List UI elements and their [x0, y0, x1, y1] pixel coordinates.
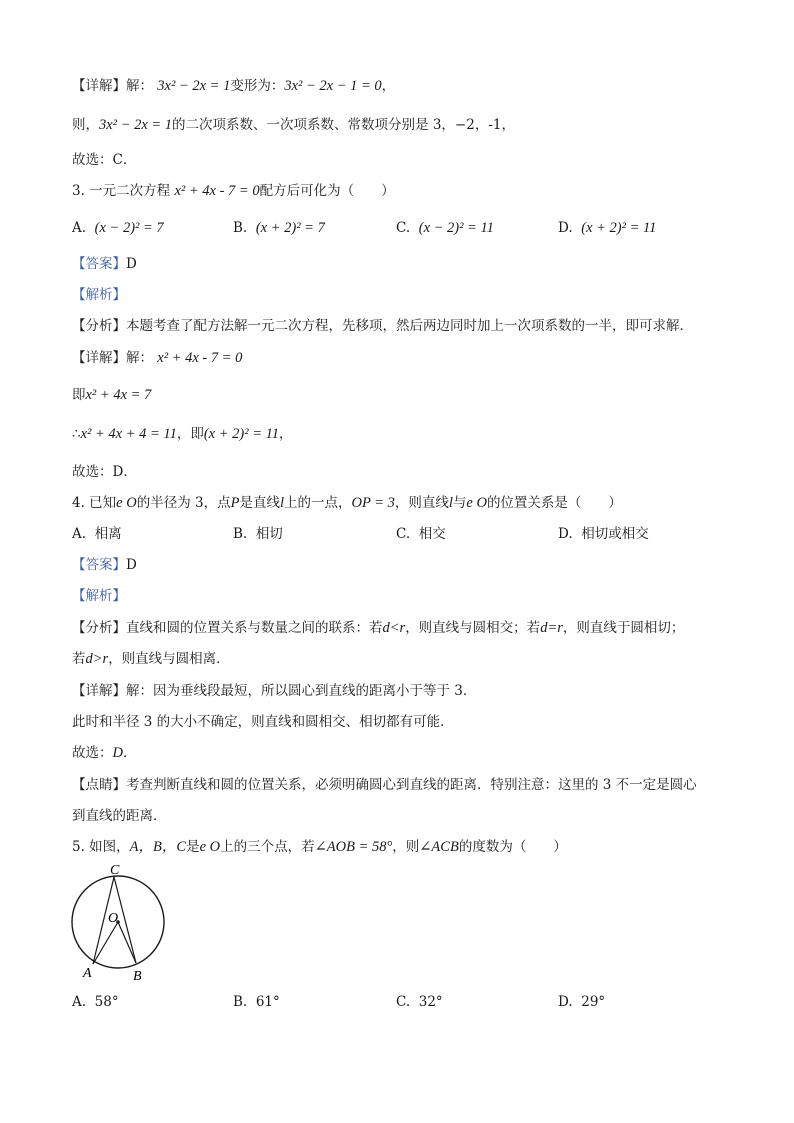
detail-tag: 【详解】 [72, 78, 126, 94]
q4-option-b [233, 524, 283, 544]
label-c: C [110, 863, 120, 878]
q4-note-2: 到直线的距离． [72, 808, 167, 824]
option-label: C. [396, 994, 411, 1010]
text: 解： [126, 350, 153, 366]
detail-line-1 [72, 76, 395, 96]
label-a: A [83, 966, 92, 981]
text: 配方后可化为（ ） [259, 183, 395, 199]
point-symbol: P [230, 495, 240, 511]
circle-figure [66, 860, 176, 989]
q4-option-d [558, 524, 649, 544]
option-text: 相切 [255, 526, 283, 542]
q3-answer [72, 254, 137, 274]
equation: x² + 4x = 7 [85, 387, 152, 403]
radius-oa [93, 922, 118, 964]
label-b: B [133, 969, 142, 984]
text: 的度数为（ ） [458, 839, 567, 855]
q3-option-b [233, 218, 325, 238]
circle-symbol: e O [466, 495, 487, 511]
text: 直线和圆的位置关系与数量之间的联系：若 [126, 620, 383, 636]
q3-option-d [558, 218, 656, 238]
question-4 [72, 493, 622, 513]
q5-option-b [233, 992, 280, 1012]
equation: 3x² − 2x = 1 [99, 117, 173, 133]
option-text: 相离 [94, 526, 122, 542]
text: 则， [72, 117, 99, 133]
label-o: O [108, 911, 119, 926]
equation: OP = 3 [351, 495, 395, 511]
text: 与 [452, 495, 467, 511]
line-symbol: l [448, 495, 453, 511]
option-text: 58° [94, 994, 119, 1010]
text: 的二次项系数、一次项系数、常数项分别是 3，−2，-1， [172, 117, 515, 133]
equation: d=r [540, 620, 563, 636]
option-label: B. [233, 220, 248, 236]
q3-analysis-tag [72, 285, 126, 305]
option-label: B. [233, 994, 248, 1010]
option-label: D. [558, 526, 573, 542]
q3-step-1 [72, 385, 151, 405]
answer-value: D [126, 256, 137, 272]
inequality: d<r [382, 620, 406, 636]
option-label: C. [396, 526, 411, 542]
q5-option-a [72, 992, 119, 1012]
q3-analysis [72, 316, 693, 336]
question-5 [72, 837, 567, 857]
choose-line: 故选：C． [72, 152, 137, 168]
answer-tag: 【答案】 [72, 557, 126, 573]
option-label: A. [72, 526, 87, 542]
geometry-diagram [66, 860, 176, 985]
analysis-label: 【分析】 [72, 318, 126, 334]
angle-equation: ∠AOB = 58° [314, 839, 393, 855]
q5-option-d [558, 992, 605, 1012]
option-label: A. [72, 994, 87, 1010]
q4-choose [72, 743, 136, 763]
text: 3. 一元二次方程 [72, 183, 171, 199]
answer-symbol: D [112, 745, 123, 761]
q3-step-2 [72, 424, 293, 444]
q3-option-c [396, 218, 494, 238]
text: ，则直线 [394, 495, 449, 511]
angle-symbol: ∠ACB [419, 839, 459, 855]
q4-analysis-tag [72, 586, 126, 606]
option-label: D. [558, 220, 573, 236]
option-expr: (x + 2)² = 7 [255, 220, 325, 236]
text: ，则 [392, 839, 420, 855]
option-label: C. [396, 220, 411, 236]
answer-tag: 【答案】 [72, 256, 126, 272]
q3-choose: 故选：D． [72, 464, 137, 480]
text: 的位置关系是（ ） [486, 495, 622, 511]
note-text: 考查判断直线和圆的位置关系，必须明确圆心到直线的距离．特别注意：这里的 3 不一定是圆心 [126, 777, 697, 793]
therefore-symbol: ∴ [72, 426, 81, 442]
points-symbol: A，B，C [129, 839, 187, 855]
option-text: 32° [418, 994, 443, 1010]
q4-option-c [396, 524, 446, 544]
q3-detail [72, 348, 242, 368]
inequality: d>r [85, 651, 109, 667]
q4-answer [72, 555, 137, 575]
option-expr: (x + 2)² = 11 [581, 220, 657, 236]
text: 上的一点， [284, 495, 352, 511]
option-expr: (x − 2)² = 11 [418, 220, 494, 236]
answer-value: D [126, 557, 137, 573]
q4-option-a [72, 524, 122, 544]
text: 即 [72, 387, 86, 403]
line-symbol: l [279, 495, 284, 511]
option-text: 相交 [418, 526, 446, 542]
detail-tag: 【详解】 [72, 350, 126, 366]
option-expr: (x − 2)² = 7 [94, 220, 164, 236]
detail-line-2 [72, 115, 515, 135]
q4-detail [72, 681, 476, 701]
text: ， [381, 78, 396, 94]
text: 若 [72, 651, 86, 667]
text: 故选： [72, 745, 113, 761]
detail-tag: 【详解】 [72, 683, 126, 699]
option-label: D. [558, 994, 573, 1010]
text: ，则直线于圆相切； [562, 620, 685, 636]
text: 变形为： [230, 78, 285, 94]
q5-option-c [396, 992, 443, 1012]
text: 上的三个点，若 [220, 839, 315, 855]
q3-option-a [72, 218, 164, 238]
text: 解：因为垂线段最短，所以圆心到直线的距离小于等于 3． [126, 683, 477, 699]
circle-symbol: e O [199, 839, 221, 855]
analysis-tag: 【解析】 [72, 588, 126, 604]
equation: (x + 2)² = 11 [203, 426, 280, 442]
q4-note-1 [72, 775, 697, 795]
option-text: 29° [581, 994, 606, 1010]
analysis-tag: 【解析】 [72, 287, 126, 303]
q4-step-1: 此时和半径 3 的大小不确定，则直线和圆相交、相切都有可能． [72, 714, 454, 730]
option-label: B. [233, 526, 248, 542]
text: ，则直线与圆相离． [108, 651, 230, 667]
text: ， [279, 426, 293, 442]
note-tag: 【点睛】 [72, 777, 126, 793]
equation: x² + 4x + 4 = 11 [80, 426, 177, 442]
text: ． [122, 745, 137, 761]
text: 解： [126, 78, 153, 94]
option-label: A. [72, 220, 87, 236]
analysis-text: 本题考查了配方法解一元二次方程，先移项，然后两边同时加上一次项系数的一半，即可求解． [126, 318, 693, 334]
text: 的半径为 3，点 [136, 495, 231, 511]
analysis-label: 【分析】 [72, 620, 126, 636]
equation: x² + 4x - 7 = 0 [174, 183, 260, 199]
text: 5. 如图， [72, 839, 130, 855]
text: ，即 [176, 426, 204, 442]
text: 4. 已知 [72, 495, 117, 511]
question-3 [72, 181, 395, 201]
equation: x² + 4x - 7 = 0 [157, 350, 243, 366]
option-text: 相切或相交 [581, 526, 649, 542]
text: 是 [186, 839, 200, 855]
q4-analysis-2 [72, 649, 230, 669]
q4-analysis-1 [72, 618, 684, 638]
equation: 3x² − 2x − 1 = 0 [284, 78, 382, 94]
circle-symbol: e O [116, 495, 137, 511]
text: 是直线 [239, 495, 280, 511]
text: ，则直线与圆相交；若 [405, 620, 541, 636]
equation: 3x² − 2x = 1 [157, 78, 231, 94]
option-text: 61° [255, 994, 280, 1010]
